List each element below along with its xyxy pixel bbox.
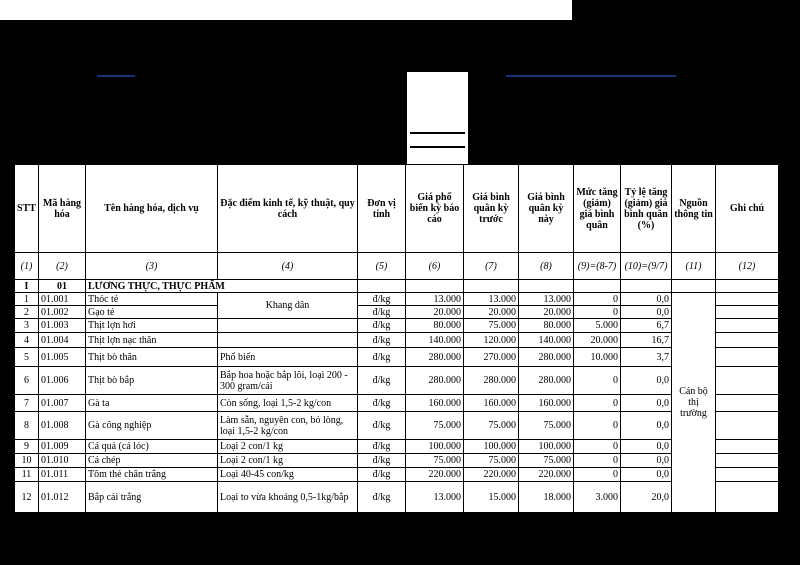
cell-diff: 0 [574, 367, 621, 395]
cell-unit: đ/kg [358, 293, 406, 306]
col-header-unit: Đơn vị tính [358, 165, 406, 253]
header-right-line [506, 75, 676, 77]
cell-diff: 0 [574, 395, 621, 412]
cell-source: Cán bộ thị trường [672, 293, 716, 513]
top-page-strip [0, 0, 572, 20]
cell-note [716, 293, 779, 306]
cell-prev-avg: 160.000 [464, 395, 519, 412]
cell-unit: đ/kg [358, 319, 406, 333]
col-header-prev-avg: Giá bình quân kỳ trước [464, 165, 519, 253]
cell-pct: 0,0 [621, 395, 672, 412]
cell-pct: 0,0 [621, 454, 672, 468]
cell-prev-avg: 280.000 [464, 367, 519, 395]
cell-stt: 11 [15, 468, 39, 482]
cell-note [716, 395, 779, 412]
cell-unit: đ/kg [358, 440, 406, 454]
header-left-line [97, 75, 135, 77]
cell-name: Thịt lợn hơi [86, 319, 218, 333]
table-row [15, 348, 779, 367]
cell-common-price: 13.000 [406, 482, 464, 513]
cell-prev-avg: 15.000 [464, 482, 519, 513]
cell-common-price: 160.000 [406, 395, 464, 412]
col-header-code: Mã hàng hóa [39, 165, 86, 253]
empty-cell [358, 280, 406, 293]
cell-pct: 0,0 [621, 367, 672, 395]
cell-code: 01.005 [39, 348, 86, 367]
cell-unit: đ/kg [358, 468, 406, 482]
cell-diff: 0 [574, 454, 621, 468]
cell-diff: 0 [574, 306, 621, 319]
empty-cell [574, 280, 621, 293]
cell-spec: Loại 2 con/1 kg [218, 440, 358, 454]
cell-cur-avg: 220.000 [519, 468, 574, 482]
cell-note [716, 348, 779, 367]
col-header-name: Tên hàng hóa, dịch vụ [86, 165, 218, 253]
cell-prev-avg: 20.000 [464, 306, 519, 319]
index-cell: (11) [672, 253, 716, 280]
cell-stt: 1 [15, 293, 39, 306]
cell-code: 01.004 [39, 333, 86, 348]
cell-code: 01.008 [39, 412, 86, 440]
cell-stt: 10 [15, 454, 39, 468]
index-cell: (6) [406, 253, 464, 280]
col-header-stt: STT [15, 165, 39, 253]
table-row [15, 333, 779, 348]
cell-cur-avg: 13.000 [519, 293, 574, 306]
cell-unit: đ/kg [358, 348, 406, 367]
cell-cur-avg: 280.000 [519, 367, 574, 395]
table-row [15, 319, 779, 333]
cell-stt: 9 [15, 440, 39, 454]
price-table [14, 164, 779, 513]
index-cell: (5) [358, 253, 406, 280]
cell-unit: đ/kg [358, 395, 406, 412]
cell-code: 01.001 [39, 293, 86, 306]
cell-cur-avg: 100.000 [519, 440, 574, 454]
cell-unit: đ/kg [358, 454, 406, 468]
index-cell: (3) [86, 253, 218, 280]
empty-cell [716, 280, 779, 293]
cell-code: 01.003 [39, 319, 86, 333]
cell-name: Thóc tẻ [86, 293, 218, 306]
cell-diff: 5.000 [574, 319, 621, 333]
cell-common-price: 280.000 [406, 367, 464, 395]
group-name: LƯƠNG THỰC, THỰC PHẨM [86, 280, 358, 293]
cell-stt: 6 [15, 367, 39, 395]
cell-code: 01.006 [39, 367, 86, 395]
cell-pct: 0,0 [621, 293, 672, 306]
cell-common-price: 140.000 [406, 333, 464, 348]
cell-cur-avg: 20.000 [519, 306, 574, 319]
cell-name: Gạo tẻ [86, 306, 218, 319]
cell-prev-avg: 75.000 [464, 454, 519, 468]
col-header-diff: Mức tăng (giảm) giá bình quân [574, 165, 621, 253]
title-mark [410, 146, 465, 148]
cell-diff: 0 [574, 468, 621, 482]
empty-cell [406, 280, 464, 293]
cell-cur-avg: 80.000 [519, 319, 574, 333]
cell-note [716, 367, 779, 395]
cell-diff: 3.000 [574, 482, 621, 513]
cell-code: 01.009 [39, 440, 86, 454]
cell-cur-avg: 160.000 [519, 395, 574, 412]
cell-note [716, 482, 779, 513]
cell-spec [218, 333, 358, 348]
index-cell: (1) [15, 253, 39, 280]
column-index-row [15, 253, 779, 280]
cell-code: 01.007 [39, 395, 86, 412]
cell-prev-avg: 220.000 [464, 468, 519, 482]
table-row [15, 293, 779, 306]
empty-cell [672, 280, 716, 293]
cell-spec: Loại 40-45 con/kg [218, 468, 358, 482]
cell-stt: 3 [15, 319, 39, 333]
group-stt: I [15, 280, 39, 293]
cell-cur-avg: 75.000 [519, 454, 574, 468]
cell-name: Cá chép [86, 454, 218, 468]
col-header-pct: Tỷ lệ tăng (giảm) giá bình quân (%) [621, 165, 672, 253]
cell-cur-avg: 140.000 [519, 333, 574, 348]
table-row [15, 306, 779, 319]
cell-diff: 10.000 [574, 348, 621, 367]
cell-stt: 12 [15, 482, 39, 513]
group-code: 01 [39, 280, 86, 293]
cell-prev-avg: 100.000 [464, 440, 519, 454]
cell-spec: Còn sống, loại 1,5-2 kg/con [218, 395, 358, 412]
index-cell: (7) [464, 253, 519, 280]
table-row [15, 395, 779, 412]
index-cell: (10)=(9/7) [621, 253, 672, 280]
cell-note [716, 440, 779, 454]
cell-name: Thịt bò bắp [86, 367, 218, 395]
cell-pct: 6,7 [621, 319, 672, 333]
cell-spec: Loại 2 con/1 kg [218, 454, 358, 468]
cell-code: 01.002 [39, 306, 86, 319]
cell-diff: 0 [574, 440, 621, 454]
cell-name: Thịt lợn nạc thăn [86, 333, 218, 348]
cell-note [716, 454, 779, 468]
empty-cell [464, 280, 519, 293]
table-row [15, 412, 779, 440]
cell-spec: Làm sẵn, nguyên con, bỏ lòng, loại 1,5-2 kg/con [218, 412, 358, 440]
cell-stt: 4 [15, 333, 39, 348]
cell-stt: 2 [15, 306, 39, 319]
cell-note [716, 412, 779, 440]
col-header-common-price: Giá phổ biến kỳ báo cáo [406, 165, 464, 253]
cell-common-price: 75.000 [406, 454, 464, 468]
group-row [15, 280, 779, 293]
cell-cur-avg: 280.000 [519, 348, 574, 367]
cell-pct: 0,0 [621, 440, 672, 454]
cell-pct: 0,0 [621, 306, 672, 319]
cell-pct: 20,0 [621, 482, 672, 513]
cell-name: Thịt bò thăn [86, 348, 218, 367]
cell-code: 01.012 [39, 482, 86, 513]
cell-spec: Phổ biến [218, 348, 358, 367]
cell-spec: Bắp hoa hoặc bắp lõi, loại 200 - 300 gram/cái [218, 367, 358, 395]
cell-common-price: 80.000 [406, 319, 464, 333]
cell-prev-avg: 75.000 [464, 319, 519, 333]
empty-cell [519, 280, 574, 293]
cell-common-price: 13.000 [406, 293, 464, 306]
index-cell: (4) [218, 253, 358, 280]
cell-unit: đ/kg [358, 367, 406, 395]
cell-code: 01.011 [39, 468, 86, 482]
cell-name: Gà ta [86, 395, 218, 412]
cell-stt: 8 [15, 412, 39, 440]
header-row [15, 165, 779, 253]
cell-unit: đ/kg [358, 306, 406, 319]
cell-cur-avg: 75.000 [519, 412, 574, 440]
col-header-source: Nguồn thông tin [672, 165, 716, 253]
cell-diff: 0 [574, 293, 621, 306]
cell-pct: 0,0 [621, 468, 672, 482]
cell-unit: đ/kg [358, 333, 406, 348]
table-row [15, 454, 779, 468]
cell-note [716, 333, 779, 348]
title-mark [410, 132, 465, 134]
col-header-note: Ghi chú [716, 165, 779, 253]
cell-prev-avg: 270.000 [464, 348, 519, 367]
index-cell: (2) [39, 253, 86, 280]
cell-name: Tôm thẻ chân trắng [86, 468, 218, 482]
table-row [15, 440, 779, 454]
title-block [407, 72, 468, 164]
cell-common-price: 280.000 [406, 348, 464, 367]
col-header-spec: Đặc điểm kinh tế, kỹ thuật, quy cách [218, 165, 358, 253]
cell-unit: đ/kg [358, 412, 406, 440]
cell-note [716, 306, 779, 319]
cell-name: Gà công nghiệp [86, 412, 218, 440]
cell-unit: đ/kg [358, 482, 406, 513]
cell-spec: Loại to vừa khoảng 0,5-1kg/bắp [218, 482, 358, 513]
empty-cell [621, 280, 672, 293]
cell-note [716, 319, 779, 333]
col-header-cur-avg: Giá bình quân kỳ này [519, 165, 574, 253]
cell-cur-avg: 18.000 [519, 482, 574, 513]
index-cell: (12) [716, 253, 779, 280]
cell-common-price: 75.000 [406, 412, 464, 440]
cell-diff: 20.000 [574, 333, 621, 348]
cell-prev-avg: 13.000 [464, 293, 519, 306]
cell-common-price: 20.000 [406, 306, 464, 319]
cell-stt: 5 [15, 348, 39, 367]
cell-note [716, 468, 779, 482]
cell-common-price: 220.000 [406, 468, 464, 482]
table-row [15, 367, 779, 395]
cell-pct: 16,7 [621, 333, 672, 348]
table-row [15, 468, 779, 482]
cell-stt: 7 [15, 395, 39, 412]
cell-spec-merged: Khang dân [218, 293, 358, 319]
cell-diff: 0 [574, 412, 621, 440]
table-row [15, 482, 779, 513]
cell-spec [218, 319, 358, 333]
table-body [15, 293, 779, 513]
cell-name: Bắp cải trắng [86, 482, 218, 513]
cell-prev-avg: 75.000 [464, 412, 519, 440]
index-cell: (9)=(8-7) [574, 253, 621, 280]
index-cell: (8) [519, 253, 574, 280]
cell-common-price: 100.000 [406, 440, 464, 454]
cell-pct: 3,7 [621, 348, 672, 367]
cell-pct: 0,0 [621, 412, 672, 440]
cell-name: Cá quả (cá lóc) [86, 440, 218, 454]
cell-code: 01.010 [39, 454, 86, 468]
cell-prev-avg: 120.000 [464, 333, 519, 348]
